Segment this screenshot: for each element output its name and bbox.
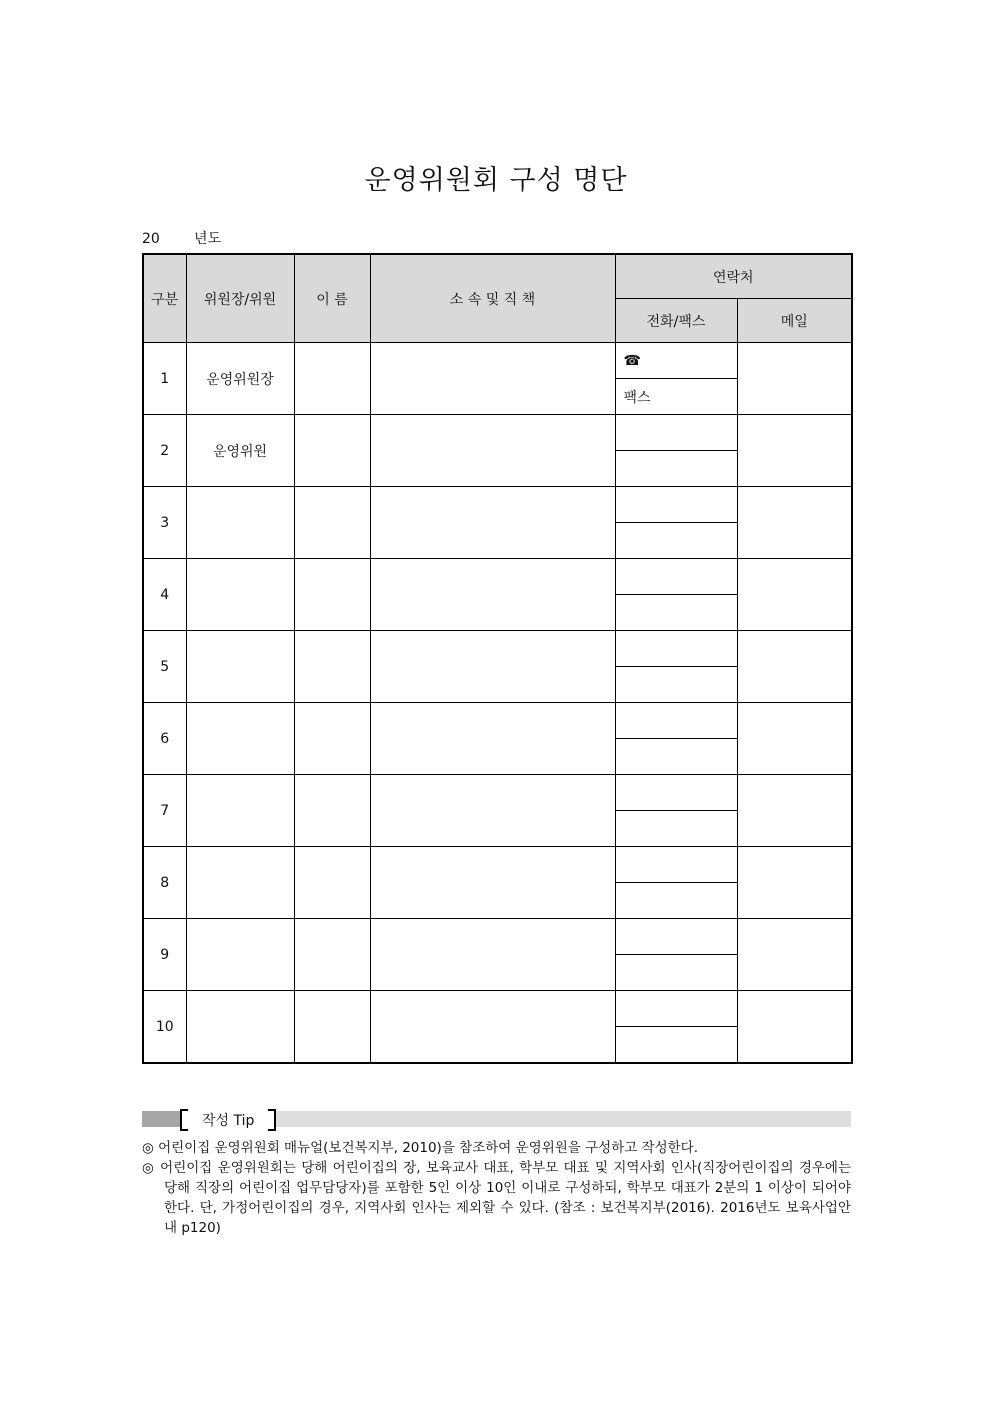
row-number: 6 [143,703,186,775]
row-affiliation-cell[interactable] [370,343,615,415]
row-name-cell[interactable] [294,415,370,487]
tip-bar-dark [142,1111,180,1127]
header-email: 메일 [737,299,852,343]
header-contact: 연락처 [615,254,852,299]
row-affiliation-cell[interactable] [370,415,615,487]
row-number: 4 [143,559,186,631]
row-affiliation-cell[interactable] [370,703,615,775]
row-number: 8 [143,847,186,919]
row-email-cell[interactable] [737,631,852,703]
row-role-cell[interactable] [186,847,294,919]
row-email-cell[interactable] [737,703,852,775]
row-email-cell[interactable] [737,919,852,991]
row-phone-cell[interactable] [615,919,737,955]
year-suffix: 년도 [194,231,222,247]
header-category: 구분 [143,254,186,343]
row-role-cell[interactable] [186,631,294,703]
row-affiliation-cell[interactable] [370,487,615,559]
row-phone-cell[interactable] [615,415,737,451]
row-fax-cell[interactable] [615,523,737,559]
row-name-cell[interactable] [294,343,370,415]
header-phone-fax: 전화/팩스 [615,299,737,343]
row-number: 5 [143,631,186,703]
table-row [143,487,852,523]
tip-bar [142,1111,851,1127]
row-fax-cell[interactable] [615,883,737,919]
row-affiliation-cell[interactable] [370,991,615,1064]
page-title: 운영위원회 구성 명단 [364,165,628,196]
table-row [143,631,852,667]
row-email-cell[interactable] [737,559,852,631]
row-fax-cell[interactable] [615,667,737,703]
tip-note: ◎ 어린이집 운영위원회는 당해 어린이집의 장, 보육교사 대표, 학부모 대표 및 지역사회 인사(직장어린이집의 경우에는 당해 직장의 어린이집 업무담당자)를 포함한 5인 이상 10인 이내로 구성하되, 학부모 대표가 2분의 1 이상이 되어야한다. 단, 가정어린이집의 경우, 지역사회 인사는 제외할 수 있다. (참조 : 보건복지부(2016). 2016년도 보육사업안내 p120) [142,1160,851,1236]
roster-body [143,343,852,1064]
row-name-cell[interactable] [294,703,370,775]
table-row [143,415,852,451]
table-row [143,919,852,955]
row-number: 9 [143,919,186,991]
row-email-cell[interactable] [737,775,852,847]
row-phone-cell[interactable] [615,487,737,523]
row-name-cell[interactable] [294,991,370,1064]
row-affiliation-cell[interactable] [370,919,615,991]
row-role-cell[interactable] [186,919,294,991]
row-role-cell[interactable] [186,487,294,559]
row-phone-cell[interactable] [615,991,737,1027]
row-email-cell[interactable] [737,415,852,487]
committee-roster-table [142,253,853,1064]
row-phone-cell[interactable] [615,631,737,667]
row-number: 2 [143,415,186,487]
row-phone-cell[interactable] [615,703,737,739]
row-affiliation-cell[interactable] [370,775,615,847]
row-phone-cell[interactable] [615,847,737,883]
header-role: 위원장/위원 [186,254,294,343]
row-number: 7 [143,775,186,847]
header-name: 이 름 [294,254,370,343]
row-fax-cell[interactable] [615,739,737,775]
row-email-cell[interactable] [737,991,852,1064]
row-name-cell[interactable] [294,559,370,631]
row-number: 3 [143,487,186,559]
row-role-cell[interactable] [186,991,294,1064]
table-row [143,991,852,1027]
table-row [143,703,852,739]
tip-note: ◎ 어린이집 운영위원회 매뉴얼(보건복지부, 2010)을 참조하여 운영위원을 구성하고 작성한다. [142,1140,699,1156]
header-affiliation: 소 속 및 직 책 [370,254,615,343]
row-role-cell[interactable] [186,703,294,775]
row-role-cell[interactable] [186,559,294,631]
row-email-cell[interactable] [737,343,852,415]
table-row [143,559,852,595]
tip-notes [142,1138,851,1238]
row-phone-cell[interactable] [615,775,737,811]
row-fax-cell[interactable] [615,451,737,487]
row-phone-cell[interactable] [615,559,737,595]
row-number: 10 [143,991,186,1064]
tip-label: 작성 Tip [202,1113,255,1129]
row-fax-cell[interactable]: 팩스 [615,379,737,415]
row-email-cell[interactable] [737,847,852,919]
row-name-cell[interactable] [294,775,370,847]
row-fax-cell[interactable] [615,811,737,847]
year-prefix: 20 [142,231,160,247]
tip-bracket-right [268,1109,276,1131]
row-affiliation-cell[interactable] [370,847,615,919]
row-role-cell[interactable] [186,775,294,847]
row-name-cell[interactable] [294,487,370,559]
table-row [143,343,852,379]
table-row [143,775,852,811]
row-affiliation-cell[interactable] [370,631,615,703]
row-fax-cell[interactable] [615,595,737,631]
row-name-cell[interactable] [294,631,370,703]
row-fax-cell[interactable] [615,1027,737,1064]
year-line [142,228,221,248]
row-phone-cell[interactable]: ☎ [615,343,737,379]
row-name-cell[interactable] [294,847,370,919]
row-affiliation-cell[interactable] [370,559,615,631]
row-number: 1 [143,343,186,415]
row-email-cell[interactable] [737,487,852,559]
row-name-cell[interactable] [294,919,370,991]
row-fax-cell[interactable] [615,955,737,991]
tip-bar-light [276,1111,851,1127]
row-role-cell[interactable]: 운영위원장 [186,343,294,415]
tip-bracket-left [180,1109,188,1131]
row-role-cell[interactable]: 운영위원 [186,415,294,487]
table-row [143,847,852,883]
